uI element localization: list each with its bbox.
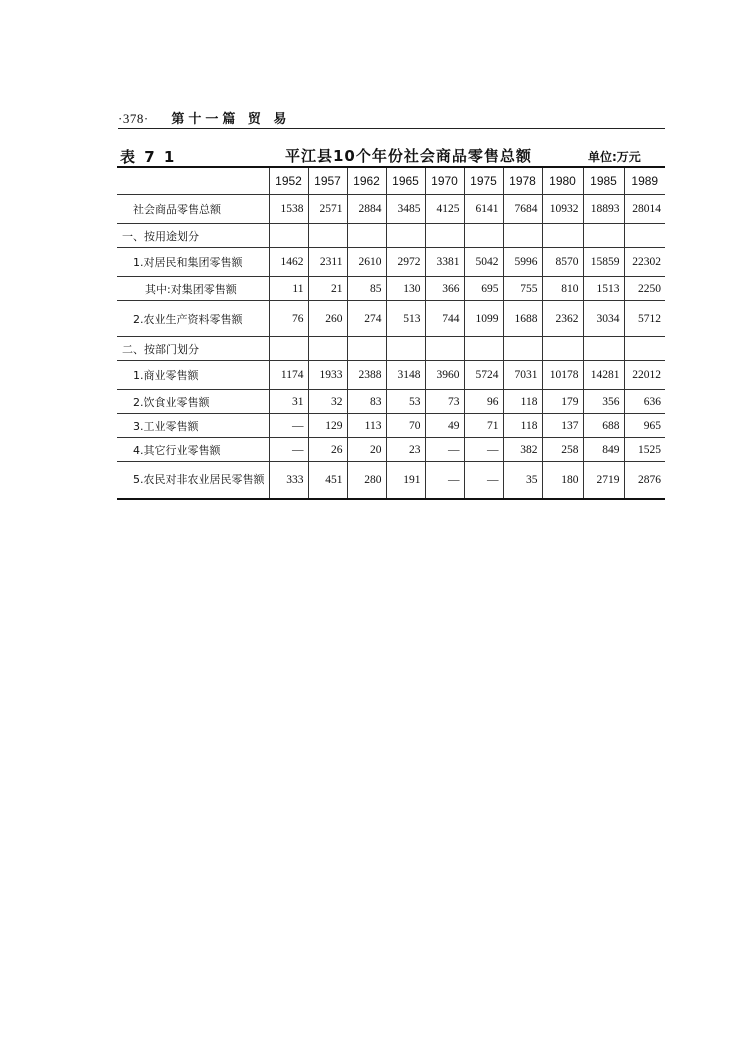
table-cell: 22302 [624,248,665,277]
table-cell: 280 [347,462,386,500]
table-cell: 5712 [624,301,665,337]
table-cell: 2311 [308,248,347,277]
table-cell [347,337,386,361]
retail-sales-table [117,166,665,500]
table-cell: 5724 [464,361,503,390]
table-cell: 137 [542,414,583,438]
table-cell [624,337,665,361]
row-label: 二、按部门划分 [117,337,269,361]
table-cell: 260 [308,301,347,337]
table-cell: 71 [464,414,503,438]
row-label: 一、按用途划分 [117,224,269,248]
year-header: 1985 [583,167,624,195]
table-cell: 180 [542,462,583,500]
table-cell: 130 [386,277,425,301]
table-cell: 1462 [269,248,308,277]
table-cell: 15859 [583,248,624,277]
table-cell: 129 [308,414,347,438]
table-title: 平江县10个年份社会商品零售总额 [285,147,532,165]
year-header: 1978 [503,167,542,195]
table-cell: 70 [386,414,425,438]
year-header: 1980 [542,167,583,195]
table-cell: 356 [583,390,624,414]
table-cell: 179 [542,390,583,414]
table-cell: 3960 [425,361,464,390]
table-row [117,301,665,337]
row-label: 1.对居民和集团零售额 [117,248,269,277]
year-header: 1989 [624,167,665,195]
table-cell: 274 [347,301,386,337]
table-cell: 2362 [542,301,583,337]
year-header: 1975 [464,167,503,195]
table-cell: 28014 [624,195,665,224]
table-cell [425,224,464,248]
table-cell [425,337,464,361]
table-cell [464,224,503,248]
table-cell: 965 [624,414,665,438]
year-header: 1965 [386,167,425,195]
table-cell: 2610 [347,248,386,277]
table-cell: 3148 [386,361,425,390]
table-cell: 85 [347,277,386,301]
table-row [117,277,665,301]
table-cell [386,337,425,361]
section-title: 第十一篇 贸 易 [171,112,291,127]
table-cell: 118 [503,414,542,438]
table-cell [269,224,308,248]
table-cell [583,224,624,248]
year-header: 1952 [269,167,308,195]
table-cell: 22012 [624,361,665,390]
table-cell: 23 [386,438,425,462]
row-label: 2.农业生产资料零售额 [117,301,269,337]
table-cell: 688 [583,414,624,438]
table-cell: — [464,438,503,462]
table-cell [269,337,308,361]
table-cell: 31 [269,390,308,414]
table-cell: 366 [425,277,464,301]
table-cell: 76 [269,301,308,337]
table-cell: 3381 [425,248,464,277]
table-row [117,195,665,224]
row-label: 1.商业零售额 [117,361,269,390]
table-cell: 118 [503,390,542,414]
table-cell: 2571 [308,195,347,224]
table-cell: 7031 [503,361,542,390]
table-number: 表 7 1 [120,148,177,166]
table-cell: 11 [269,277,308,301]
section-row [117,337,665,361]
section-row [117,224,665,248]
table-cell: 8570 [542,248,583,277]
table-cell: 1538 [269,195,308,224]
table-cell [583,337,624,361]
table-cell [503,337,542,361]
table-cell: 1174 [269,361,308,390]
table-cell: 35 [503,462,542,500]
header-rule [118,128,665,129]
table-cell: — [464,462,503,500]
table-cell: 2388 [347,361,386,390]
table-cell: 2250 [624,277,665,301]
table-cell: 32 [308,390,347,414]
table-cell: 451 [308,462,347,500]
table-unit: 单位:万元 [588,150,641,164]
header-stub [117,167,269,195]
table-cell: 10178 [542,361,583,390]
row-label: 4.其它行业零售额 [117,438,269,462]
table-cell: 7684 [503,195,542,224]
table-cell: 5042 [464,248,503,277]
table-cell [542,224,583,248]
table-cell: 2884 [347,195,386,224]
table-row [117,361,665,390]
row-label: 2.饮食业零售额 [117,390,269,414]
table-cell: 2876 [624,462,665,500]
table-cell: 83 [347,390,386,414]
table-cell: 333 [269,462,308,500]
table-cell: 636 [624,390,665,414]
table-row [117,438,665,462]
table-cell: 191 [386,462,425,500]
table-cell: 18893 [583,195,624,224]
table-row [117,390,665,414]
table-cell [624,224,665,248]
table-cell: 695 [464,277,503,301]
table-cell: 20 [347,438,386,462]
table-cell: 14281 [583,361,624,390]
table-cell: 10932 [542,195,583,224]
table-cell: — [269,438,308,462]
year-header: 1957 [308,167,347,195]
table-cell [308,337,347,361]
table-cell: — [269,414,308,438]
header-row [117,167,665,195]
running-head [118,108,290,127]
table-cell: 849 [583,438,624,462]
table-cell: 96 [464,390,503,414]
table-cell: 382 [503,438,542,462]
table-cell: — [425,438,464,462]
table-cell [503,224,542,248]
table-cell: 2972 [386,248,425,277]
table-cell: 744 [425,301,464,337]
table-cell: 6141 [464,195,503,224]
table-cell: 4125 [425,195,464,224]
table-row [117,414,665,438]
page-number: ·378· [118,111,149,126]
row-label: 5.农民对非农业居民零售额 [117,462,269,500]
table-cell: 1933 [308,361,347,390]
table-cell: 1525 [624,438,665,462]
year-header: 1962 [347,167,386,195]
table-cell: 2719 [583,462,624,500]
table-cell: 1688 [503,301,542,337]
table-cell [464,337,503,361]
table-cell: 3034 [583,301,624,337]
table-cell: 21 [308,277,347,301]
table-cell: 49 [425,414,464,438]
row-label: 社会商品零售总额 [117,195,269,224]
table-cell: 1513 [583,277,624,301]
table-cell: 755 [503,277,542,301]
table-cell: 73 [425,390,464,414]
year-header: 1970 [425,167,464,195]
table-cell: 810 [542,277,583,301]
table-cell: 3485 [386,195,425,224]
row-label: 其中:对集团零售额 [117,277,269,301]
table-row [117,462,665,500]
table-cell: 258 [542,438,583,462]
table-cell: 53 [386,390,425,414]
table-cell [386,224,425,248]
table-cell: 1099 [464,301,503,337]
row-label: 3.工业零售额 [117,414,269,438]
table-cell: 513 [386,301,425,337]
table-cell [542,337,583,361]
table-cell [347,224,386,248]
table-cell: 26 [308,438,347,462]
table-cell: — [425,462,464,500]
table-cell: 5996 [503,248,542,277]
table-row [117,248,665,277]
table-cell [308,224,347,248]
table-cell: 113 [347,414,386,438]
